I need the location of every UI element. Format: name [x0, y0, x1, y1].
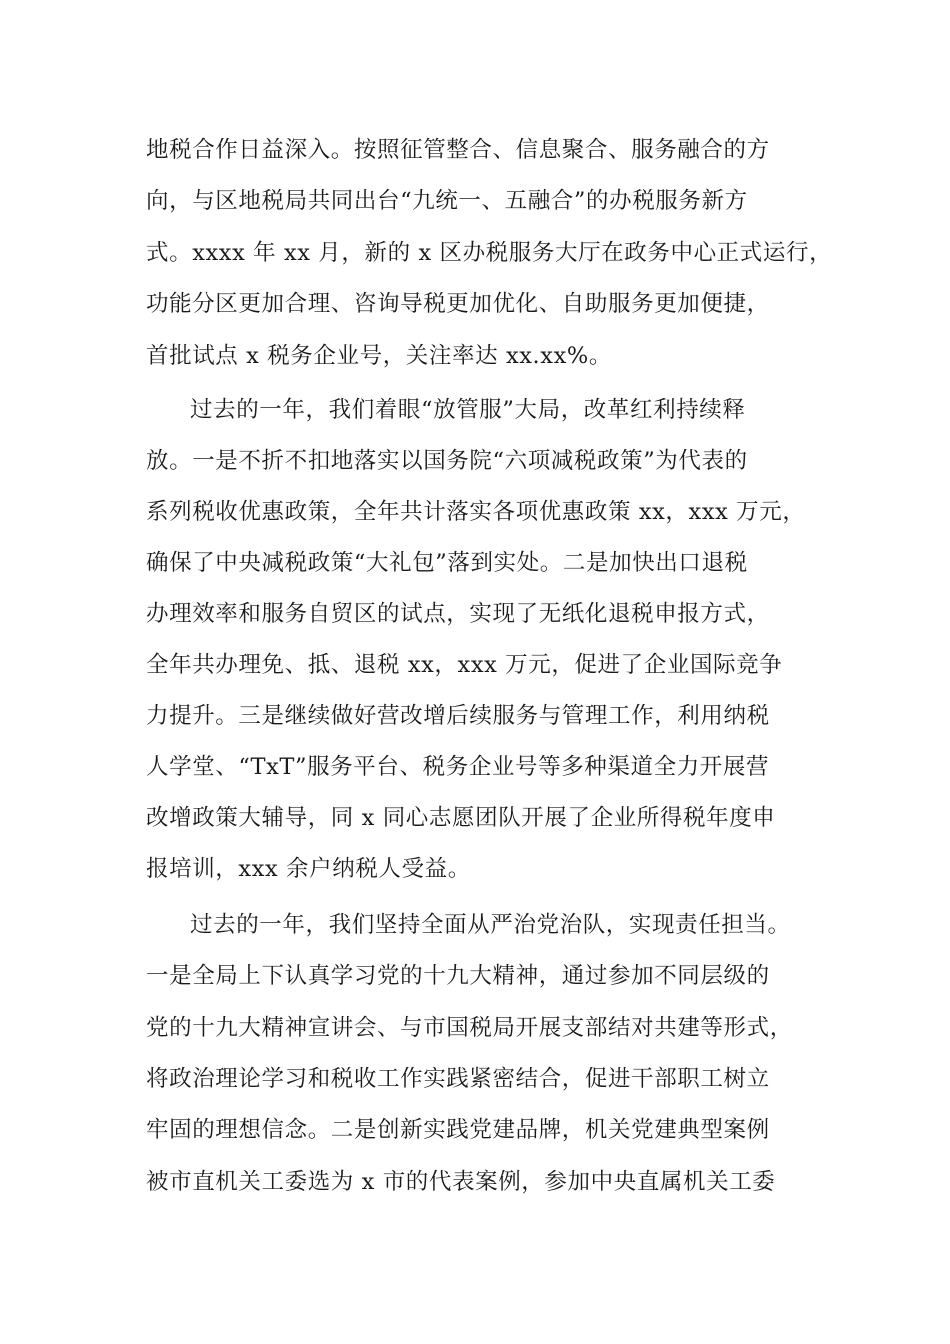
- text-line: 放。一是不折不扣地落实以国务院“六项减税政策”为代表的: [146, 448, 748, 474]
- text-line: 一是全局上下认真学习党的十九大精神，通过参加不同层级的: [146, 963, 770, 989]
- text-line: 办理效率和服务自贸区的试点，实现了无纸化退税申报方式，: [146, 601, 770, 627]
- text-line: 过去的一年，我们着眼“放管服”大局，改革红利持续释: [190, 397, 746, 423]
- text-line: 人学堂、“TxT”服务平台、税务企业号等多种渠道全力开展营: [146, 754, 770, 780]
- text-line: 改增政策大辅导，同 x 同心志愿团队开展了企业所得税年度申: [146, 805, 776, 831]
- text-line: 向，与区地税局共同出台“九统一、五融合”的办税服务新方: [146, 188, 748, 214]
- text-line: 确保了中央减税政策“大礼包”落到实处。二是加快出口退税: [146, 550, 748, 576]
- text-line: 式。xxxx 年 xx 月，新的 x 区办税服务大厅在政务中心正式运行，: [146, 240, 833, 266]
- text-line: 首批试点 x 税务企业号，关注率达 xx.xx%。: [146, 343, 612, 369]
- text-line: 系列税收优惠政策，全年共计落实各项优惠政策 xx，xxx 万元，: [146, 499, 806, 525]
- text-line: 报培训，xxx 余户纳税人受益。: [146, 856, 471, 882]
- text-line: 将政治理论学习和税收工作实践紧密结合，促进干部职工树立: [146, 1066, 770, 1092]
- text-line: 功能分区更加合理、咨询导税更加优化、自助服务更加便捷，: [146, 291, 770, 317]
- text-line: 被市直机关工委选为 x 市的代表案例，参加中央直属机关工委: [146, 1169, 776, 1195]
- text-line: 过去的一年，我们坚持全面从严治党治队，实现责任担当。: [190, 912, 791, 938]
- text-line: 全年共办理免、抵、退税 xx，xxx 万元，促进了企业国际竞争: [146, 652, 783, 678]
- text-line: 地税合作日益深入。按照征管整合、信息聚合、服务融合的方: [146, 137, 770, 163]
- text-line: 党的十九大精神宣讲会、与市国税局开展支部结对共建等形式，: [146, 1015, 793, 1041]
- text-line: 牢固的理想信念。二是创新实践党建品牌，机关党建典型案例: [146, 1117, 770, 1143]
- text-line: 力提升。三是继续做好营改增后续服务与管理工作，利用纳税: [146, 703, 770, 729]
